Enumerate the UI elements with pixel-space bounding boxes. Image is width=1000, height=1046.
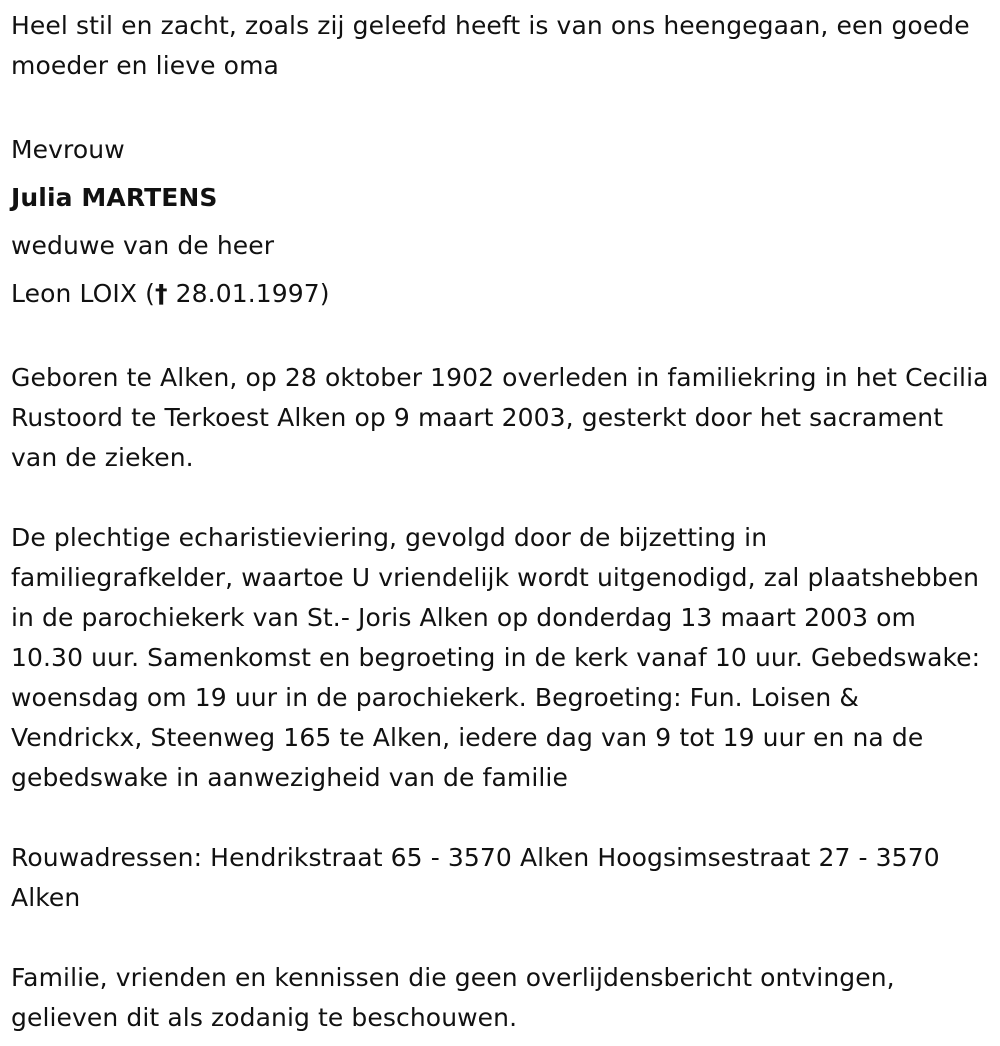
spacer [11,86,991,126]
intro-text: Heel stil en zacht, zoals zij geleefd heeft is van ons heengegaan, een goede moeder en lieve oma [11,11,970,80]
death-notice [11,6,991,1038]
birth-death-text: Geboren te Alken, op 28 oktober 1902 overleden in familiekring in het Cecilia Rustoord te Terkoest Alken op 9 maart 2003, gesterkt door het sacrament van de zieken. [11,363,989,472]
cross-icon: † [154,279,168,308]
closing-text: Familie, vrienden en kennissen die geen overlijdensbericht ontvingen, gelieven dit als zodanig te beschouwen. [11,963,895,1032]
widow-of-text: weduwe van de heer [11,231,275,260]
salutation: Mevrouw [11,135,125,164]
spacer [11,318,991,358]
spacer [11,798,991,838]
spouse-line: Leon LOIX († 28.01.1997) [11,270,991,318]
spacer [11,478,991,518]
deceased-name: Julia MARTENS [11,183,218,212]
spouse-name: Leon LOIX [11,279,138,308]
spacer [11,918,991,958]
addresses-text: Rouwadressen: Hendrikstraat 65 - 3570 Alken Hoogsimsestraat 27 - 3570 Alken [11,843,940,912]
spouse-death-date: 28.01.1997 [175,279,320,308]
ceremony-text: De plechtige echaristieviering, gevolgd door de bijzetting in familiegrafkelder, waartoe U vriendelijk wordt uitgenodigd, zal plaatshebben in de parochiekerk van St.- Joris Alken op donderdag 13 maart 2003 om 10.30 uur. Samenkomst en begroeting in de kerk vanaf 10 uur. Gebedswake: woensdag om 19 uur in de parochiekerk. Begroeting: Fun. Loisen & Vendrickx, Steenweg 165 te Alken, iedere dag van 9 tot 19 uur en na de gebedswake in aanwezigheid van de familie [11,523,981,792]
